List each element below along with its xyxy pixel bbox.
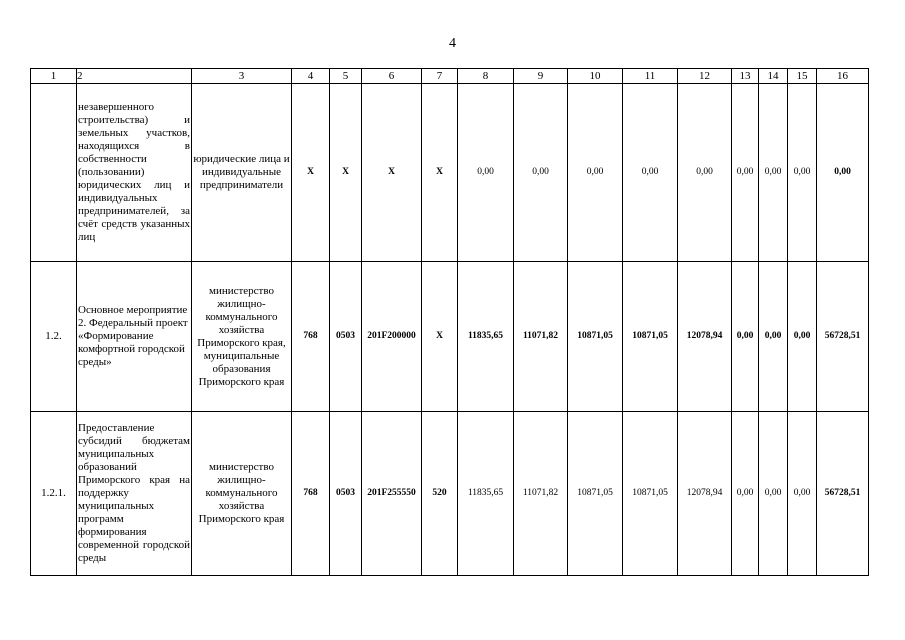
row-number (31, 84, 77, 262)
header-cell: 10 (568, 69, 623, 84)
value-cell: 11071,82 (514, 262, 568, 412)
value-cell: 10871,05 (568, 262, 623, 412)
table-row (31, 262, 869, 412)
value-cell: 10871,05 (623, 262, 678, 412)
header-cell: 4 (292, 69, 330, 84)
value-cell: 11071,82 (514, 412, 568, 576)
target-article-code: 201F200000 (362, 262, 422, 412)
section-code: 0503 (330, 262, 362, 412)
header-cell: 8 (458, 69, 514, 84)
page-number: 4 (449, 36, 456, 51)
measure-name: Предоставление субсидий бюджетам муниципальных образований Приморского края на поддержку муниципальных программ формирования современной городской среды (77, 412, 192, 576)
value-cell: 0,00 (788, 84, 817, 262)
value-cell: 12078,94 (678, 412, 732, 576)
header-cell: 3 (192, 69, 292, 84)
value-cell: 0,00 (732, 84, 759, 262)
value-cell: 10871,05 (623, 412, 678, 576)
value-cell: 0,00 (759, 84, 788, 262)
row-number: 1.2.1. (31, 412, 77, 576)
header-cell: 6 (362, 69, 422, 84)
measure-name: незавершенного строительства) и земельных участков, находящихся в собственности (пользовании) юридических лиц и индивидуальных предпринимателей, за счёт средств указанных лиц (77, 84, 192, 262)
value-cell: 11835,65 (458, 262, 514, 412)
header-cell: 16 (817, 69, 869, 84)
measure-name: Основное мероприятие 2. Федеральный проект «Формирование комфортной городской среды» (77, 262, 192, 412)
header-cell: 7 (422, 69, 458, 84)
value-cell: 0,00 (788, 262, 817, 412)
value-cell: 0,00 (732, 262, 759, 412)
target-article-code: X (362, 84, 422, 262)
value-cell: 0,00 (759, 412, 788, 576)
value-cell: 0,00 (514, 84, 568, 262)
value-cell: 12078,94 (678, 262, 732, 412)
total-cell: 56728,51 (817, 412, 869, 576)
budget-table (30, 68, 869, 576)
expense-type-code: 520 (422, 412, 458, 576)
header-cell: 11 (623, 69, 678, 84)
row-number: 1.2. (31, 262, 77, 412)
grbs-code: X (292, 84, 330, 262)
responsible-executor: юридические лица и индивидуальные предприниматели (192, 84, 292, 262)
responsible-executor: министерство жилищно-коммунального хозяйства Приморского края (192, 412, 292, 576)
value-cell: 0,00 (759, 262, 788, 412)
value-cell: 0,00 (732, 412, 759, 576)
responsible-executor: министерство жилищно-коммунального хозяйства Приморского края, муниципальные образования Приморского края (192, 262, 292, 412)
header-cell: 5 (330, 69, 362, 84)
value-cell: 11835,65 (458, 412, 514, 576)
header-cell: 1 (31, 69, 77, 84)
value-cell: 0,00 (788, 412, 817, 576)
table-row (31, 412, 869, 576)
grbs-code: 768 (292, 262, 330, 412)
target-article-code: 201F255550 (362, 412, 422, 576)
section-code: 0503 (330, 412, 362, 576)
total-cell: 0,00 (817, 84, 869, 262)
table-row (31, 84, 869, 262)
grbs-code: 768 (292, 412, 330, 576)
header-cell: 12 (678, 69, 732, 84)
expense-type-code: X (422, 262, 458, 412)
value-cell: 0,00 (623, 84, 678, 262)
total-cell: 56728,51 (817, 262, 869, 412)
value-cell: 0,00 (458, 84, 514, 262)
expense-type-code: X (422, 84, 458, 262)
header-cell: 15 (788, 69, 817, 84)
header-cell: 2 (77, 69, 192, 84)
header-cell: 14 (759, 69, 788, 84)
value-cell: 10871,05 (568, 412, 623, 576)
header-cell: 13 (732, 69, 759, 84)
value-cell: 0,00 (568, 84, 623, 262)
header-row (31, 69, 869, 84)
value-cell: 0,00 (678, 84, 732, 262)
header-cell: 9 (514, 69, 568, 84)
section-code: X (330, 84, 362, 262)
